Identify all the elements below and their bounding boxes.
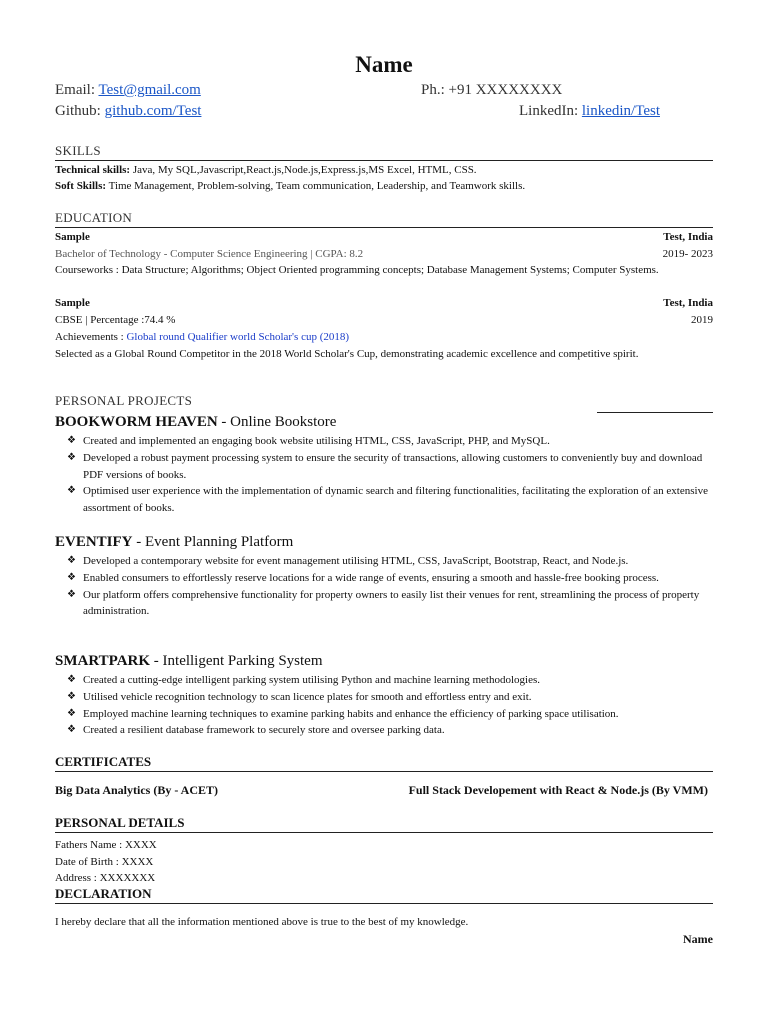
project-subtitle: - Online Bookstore [217,414,337,430]
bullet-item: ❖ Our platform offers comprehensive functionality for property owners to easily list their venues for rent, streamlining the process of property administration. [67,588,700,618]
project-name: EVENTIFY [55,534,133,550]
phone-line [421,82,562,99]
fathers-name: Fathers Name : XXXX [55,839,157,851]
institution-location: Test, India [663,231,713,243]
github-label: Github: [55,103,101,119]
linkedin-line [519,103,660,120]
github-link[interactable]: github.com/Test [104,103,202,119]
personal-details-heading: PERSONAL DETAILS [55,815,713,833]
project-bullets [55,553,713,620]
institution-name: Sample [55,297,90,309]
technical-skills-value: Java, My SQL,Javascript,React.js,Node.js,Express.js,MS Excel, HTML, CSS. [132,164,477,176]
address: Address : XXXXXXX [55,872,156,884]
achievements-link[interactable]: Global round Qualifier world Scholar's cup (2018) [126,331,350,343]
linkedin-link[interactable]: linkedin/Test [581,103,660,119]
bullet-item: ❖ Developed a robust payment processing system to ensure the security of transactions, allowing customers to conveniently buy and download PDF versions of books. [67,451,703,481]
certificate-item: Big Data Analytics (By - ACET) [55,783,219,797]
diamond-bullet-icon: ❖ [67,690,76,702]
project-name: SMARTPARK [55,653,151,669]
projects-heading: PERSONAL PROJECTS [55,393,193,408]
email-line [55,82,201,99]
github-line [55,103,201,120]
project-title [55,534,293,551]
phone-number: +91 XXXXXXXX [448,82,563,98]
bullet-item: ❖ Created a cutting-edge intelligent parking system utilising Python and machine learning methodologies. [55,672,713,689]
candidate-name: Name [355,52,413,77]
project-bullets [55,433,713,517]
project-name: BOOKWORM HEAVEN [55,414,218,430]
bullet-item: ❖ Utilised vehicle recognition technology to scan licence plates for smooth and effortless entry and exit. [55,689,713,706]
diamond-bullet-icon: ❖ [67,485,76,497]
education-courseworks: Courseworks : Data Structure; Algorithms; Object Oriented programming concepts; Database Management Systems; Computer Systems. [55,264,659,276]
diamond-bullet-icon: ❖ [67,571,76,583]
projects-heading-rule [597,412,713,413]
diamond-bullet-icon: ❖ [67,435,76,446]
bullet-item: ❖ Optimised user experience with the implementation of dynamic search and filtering functionalities, facilitating the exploration of an extensive assortment of books. [67,485,708,515]
soft-skills-value: Time Management, Problem-solving, Team communication, Leadership, and Teamwork skills. [108,180,526,192]
education-description: Selected as a Global Round Competitor in the 2018 World Scholar's Cup, demonstrating academic excellence and competitive spirit. [55,348,639,360]
education-achievements [55,329,713,346]
diamond-bullet-icon: ❖ [67,588,76,600]
certificates-heading: CERTIFICATES [55,754,713,772]
signature-name: Name [683,932,713,946]
bullet-item: ❖ Developed a contemporary website for event management utilising HTML, CSS, JavaScript, Bootstrap, React, and Node.js. [55,553,713,570]
technical-skills-label: Technical skills: [55,164,131,176]
email-label: Email: [55,82,95,98]
project-subtitle: - Event Planning Platform [132,534,294,550]
education-institution-2 [55,295,713,312]
bullet-item: ❖ Employed machine learning techniques to examine parking habits and enhance the efficiency of parking space utilisation. [55,706,713,723]
linkedin-label: LinkedIn: [518,103,579,119]
project-title [55,653,323,670]
soft-skills [55,178,713,195]
degree-dates: 2019- 2023 [662,248,713,260]
certificate-item: Full Stack Developement with React & Node.js (By VMM) [408,783,708,797]
education-heading: EDUCATION [55,210,713,228]
project-subtitle: - Intelligent Parking System [150,653,323,669]
declaration-text: I hereby declare that all the information mentioned above is true to the best of my knowledge. [55,916,469,928]
diamond-bullet-icon: ❖ [67,674,76,685]
bullet-item: ❖ Created a resilient database framework to securely store and oversee parking data. [55,722,713,739]
phone-label: Ph.: [421,82,445,98]
institution-location: Test, India [663,297,713,309]
date-of-birth: Date of Birth : XXXX [55,856,154,868]
project-bullets [55,672,713,739]
email-link[interactable]: Test@gmail.com [98,82,201,98]
degree-text: Bachelor of Technology - Computer Science Engineering | CGPA: 8.2 [55,248,364,260]
project-title [55,414,336,431]
technical-skills [55,162,713,179]
achievements-label: Achievements : [55,331,124,343]
institution-name: Sample [55,231,90,243]
education-institution-1 [55,229,713,246]
bullet-item: ❖ Enabled consumers to effortlessly reserve locations for a wide range of events, ensuring a smooth and hassle-free booking process. [55,570,713,587]
skills-heading: SKILLS [55,143,713,161]
diamond-bullet-icon: ❖ [67,707,76,719]
soft-skills-label: Soft Skills: [55,180,107,192]
education-degree-1 [55,246,713,263]
bullet-item: ❖ Created and implemented an engaging book website utilising HTML, CSS, JavaScript, PHP, and MySQL. [55,433,713,450]
diamond-bullet-icon: ❖ [67,451,76,463]
diamond-bullet-icon: ❖ [67,555,76,566]
degree-text: CBSE | Percentage :74.4 % [55,314,176,326]
declaration-heading: DECLARATION [55,886,713,904]
diamond-bullet-icon: ❖ [67,724,76,736]
education-degree-2 [55,312,713,329]
degree-dates: 2019 [691,314,713,326]
